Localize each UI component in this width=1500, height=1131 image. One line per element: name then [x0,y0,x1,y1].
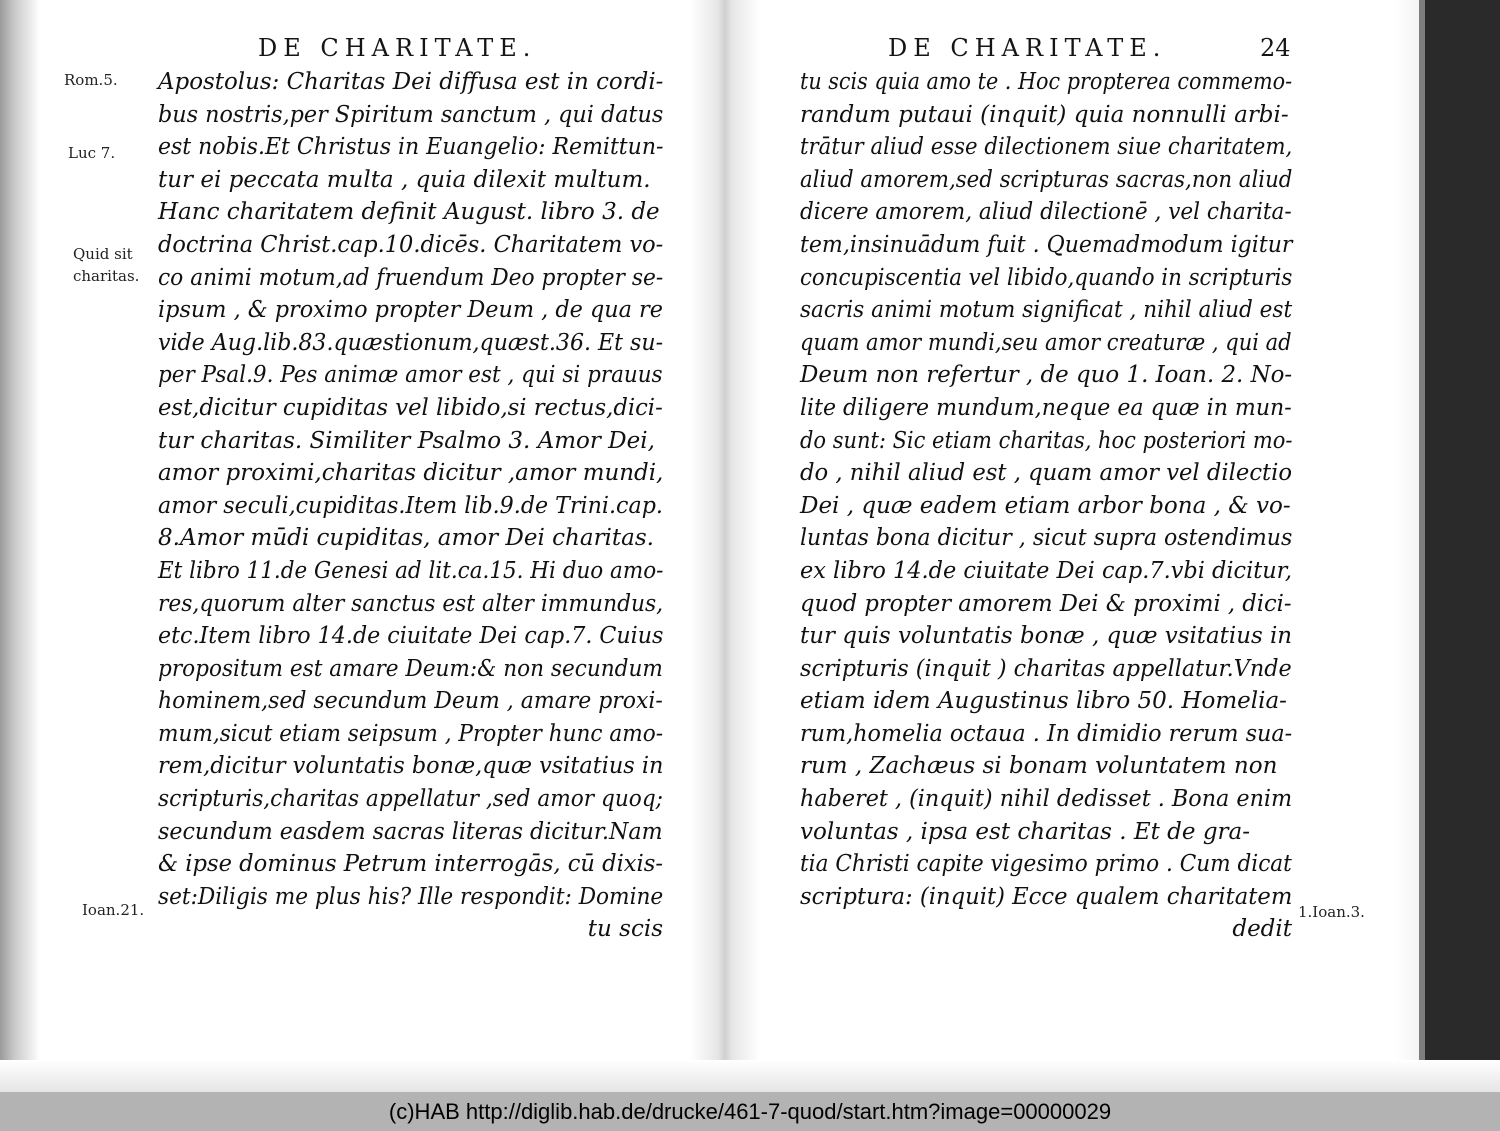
background-dark-edge [1425,0,1500,1092]
text-line: Deum non refertur , de quo 1. Ioan. 2. No- [800,362,1293,389]
text-line: rum , Zachæus si bonam voluntatem non [800,753,1278,780]
margin-note-rom: Rom.5. [64,71,118,89]
text-line: propositum est amare Deum:& non secundum [158,655,663,682]
text-line: aliud amorem,sed scripturas sacras,non aliud [800,166,1293,193]
text-line: trātur aliud esse dilectionem siue charitatem, [800,134,1293,161]
catchword: tu scis [587,916,663,943]
margin-note-1-ioan-3: 1.Ioan.3. [1298,903,1365,921]
text-line: sacris animi motum significat , nihil aliud est [800,297,1293,324]
text-line: ipsum , & proximo propter Deum , de qua re [158,297,663,324]
text-line: scripturis (inquit ) charitas appellatur.Vnde [800,655,1292,682]
text-line: hominem,sed secundum Deum , amare proxi- [158,688,663,715]
text-line: Et libro 11.de Genesi ad lit.ca.15. Hi duo amo- [158,557,664,584]
text-line: co animi motum,ad fruendum Deo propter se- [158,264,664,291]
margin-note-luc: Luc 7. [68,144,116,162]
margin-note-charitas: charitas. [73,267,140,285]
text-line: per Psal.9. Pes animæ amor est , qui si prauus [158,362,663,389]
text-line: mum,sicut etiam seipsum , Propter hunc amo- [158,720,664,747]
text-line: do sunt: Sic etiam charitas, hoc posteriori mo- [800,427,1293,454]
text-line: Apostolus: Charitas Dei diffusa est in cordi- [158,69,664,95]
bottom-page-shade [0,1060,1500,1092]
left-running-head: DE CHARITATE. [258,34,537,62]
text-line: do , nihil aliud est , quam amor vel dilectio [800,460,1293,487]
text-line: 8.Amor mūdi cupiditas, amor Dei charitas. [158,525,654,552]
text-line: res,quorum alter sanctus est alter immundus, [158,590,664,617]
text-line: ex libro 14.de ciuitate Dei cap.7.vbi dicitur, [800,557,1293,584]
text-line: amor proximi,charitas dicitur ,amor mundi, [158,460,664,487]
text-line: lite diligere mundum,neque ea quæ in mun- [800,394,1292,421]
text-line: etiam idem Augustinus libro 50. Homelia- [800,688,1287,715]
text-line: & ipse dominus Petrum interrogās, cū dixis- [158,851,663,878]
text-line: set:Diligis me plus his? Ille respondit: Domine [158,883,664,910]
text-line: tur charitas. Similiter Psalmo 3. Amor Dei, [158,427,655,454]
text-line: quam amor mundi,seu amor creaturæ , qui ad [800,329,1292,356]
margin-note-ioan-21: Ioan.21. [82,901,145,919]
text-line: etc.Item libro 14.de ciuitate Dei cap.7. Cuius [158,623,664,650]
text-line: quod propter amorem Dei & proximi , dici- [800,590,1292,617]
text-line: amor seculi,cupiditas.Item lib.9.de Trini.cap. [158,492,663,519]
text-line: concupiscentia vel libido,quando in scripturis [800,264,1293,291]
text-line: randum putaui (inquit) quia nonnulli arbi- [800,101,1289,128]
margin-note-quid-sit: Quid sit [73,245,133,263]
text-line: rem,dicitur voluntatis bonæ,quæ vsitatius in [158,753,664,780]
text-line: scripturis,charitas appellatur ,sed amor quoq; [158,786,663,813]
text-line: secundum easdem sacras literas dicitur.Nam [158,818,663,845]
text-line: est,dicitur cupiditas vel libido,si rectus,dici- [158,394,663,421]
text-line: doctrina Christ.cap.10.dicēs. Charitatem vo- [158,231,664,258]
text-line: tu scis quia amo te . Hoc propterea commemo- [800,69,1293,95]
text-line: est nobis.Et Christus in Euangelio: Remittun- [158,134,664,161]
text-line: scriptura: (inquit) Ecce qualem charitatem [800,883,1293,910]
copyright-footer: (c)HAB http://diglib.hab.de/drucke/461-7-quod/start.htm?image=00000029 [0,1092,1500,1131]
right-text-block [800,66,1292,946]
text-line: rum,homelia octaua . In dimidio rerum sua- [800,720,1293,747]
text-line: vide Aug.lib.83.quæstionum,quæst.36. Et su- [158,329,664,356]
text-line: bus nostris,per Spiritum sanctum , qui datus [158,101,664,128]
catchword: dedit [1232,916,1292,943]
text-line: tur quis voluntatis bonæ , quæ vsitatius in [800,623,1293,650]
text-line: Hanc charitatem definit August. libro 3. de [158,199,660,226]
text-line: tur ei peccata multa , quia dilexit multum. [158,166,651,193]
text-line: tem,insinuādum fuit . Quemadmodum igitur [800,231,1293,258]
left-text-block [158,66,663,946]
text-line: tia Christi capite vigesimo primo . Cum dicat [800,851,1292,878]
book-gutter [690,0,760,1092]
text-line: dicere amorem, aliud dilectionē , vel charita- [800,199,1292,226]
text-line: luntas bona dicitur , sicut supra ostendimus [800,525,1293,552]
right-running-head: DE CHARITATE. [888,34,1167,62]
text-line: haberet , (inquit) nihil dedisset . Bona enim [800,786,1293,813]
text-line: Dei , quæ eadem etiam arbor bona , & vo- [800,492,1291,519]
left-page-edge-shadow [0,0,40,1092]
page-number: 24 [1260,34,1291,62]
text-line: voluntas , ipsa est charitas . Et de gra- [800,818,1251,845]
